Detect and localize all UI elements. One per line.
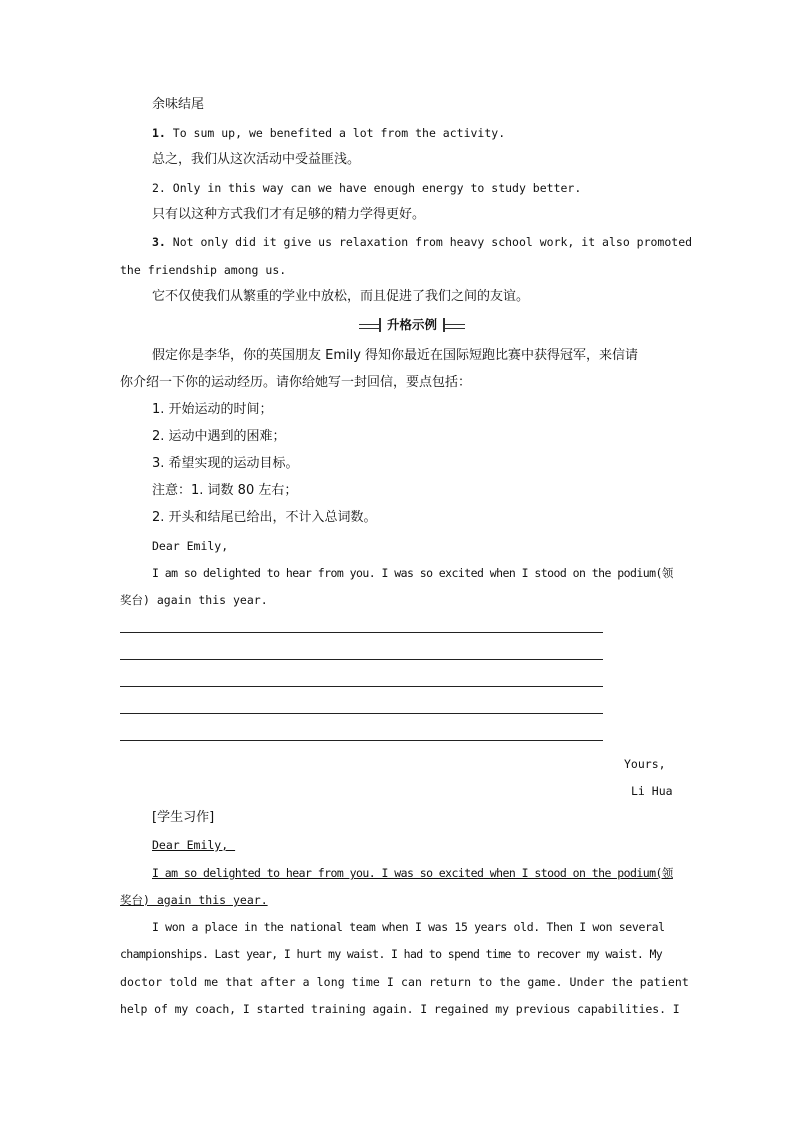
item-number: 2. [152,181,166,195]
summary-heading: 余味结尾 [152,97,205,112]
student-body-line-2: championships. Last year, I hurt my waist. I had to spend time to recover my waist. My [120,947,663,961]
letter-signature: Li Hua [631,784,673,798]
student-opening-line-1: I am so delighted to hear from you. I was so excited when I stood on the podium(领 [152,866,673,880]
student-body-line-1: I won a place in the national team when I was 15 years old. Then I won several [152,920,665,934]
letter-opening-line-2: 奖台) again this year. [120,593,268,607]
badge-label: 升格示例 [379,318,445,332]
letter-greeting: Dear Emily, [152,539,229,553]
item-number: 1. [152,126,166,140]
summary-item-2-en [152,180,581,196]
answer-line [120,740,603,741]
answer-line [120,713,603,714]
letter-opening-line-1: I am so delighted to hear from you. I was so excited when I stood on the podium(领 [152,566,673,580]
task-intro-line-2: 你介绍一下你的运动经历。请你给她写一封回信，要点包括： [120,375,472,390]
summary-item-2-cn: 只有以这种方式我们才有足够的精力学得更好。 [152,207,426,222]
letter-closing: Yours, [624,757,666,771]
item-text: Not only did it give us relaxation from heavy school work, it also promoted [165,235,693,249]
item-text: Only in this way can we have enough energy to study better. [165,181,582,195]
summary-item-3-cn: 它不仅使我们从繁重的学业中放松，而且促进了我们之间的友谊。 [152,289,530,304]
task-point-3: 3. 希望实现的运动目标。 [152,456,299,471]
task-note-2: 2. 开头和结尾已给出，不计入总词数。 [152,510,377,525]
item-number: 3. [152,235,166,249]
answer-line [120,659,603,660]
section-badge [359,317,465,333]
student-body-line-3: doctor told me that after a long time I can return to the game. Under the patient [120,975,689,989]
student-body-line-4: help of my coach, I started training again. I regained my previous capabilities. I [120,1002,680,1016]
task-point-2: 2. 运动中遇到的困难； [152,429,286,444]
student-writing-label: [学生习作] [152,810,215,825]
summary-item-1-en [152,125,505,141]
student-opening-line-2: 奖台) again this year. [120,893,268,907]
answer-line [120,686,603,687]
summary-item-3-en-cont: the friendship among us. [120,263,287,277]
answer-line [120,632,603,633]
task-note-1: 注意：1. 词数 80 左右； [152,483,298,498]
summary-item-1-cn: 总之，我们从这次活动中受益匪浅。 [152,152,361,167]
task-point-1: 1. 开始运动的时间； [152,402,273,417]
task-intro-line-1: 假定你是李华，你的英国朋友 Emily 得知你最近在国际短跑比赛中获得冠军，来信请 [152,348,639,363]
item-text: To sum up, we benefited a lot from the activity. [165,126,506,140]
summary-item-3-en [152,234,692,250]
student-greeting: Dear Emily, [152,838,236,852]
